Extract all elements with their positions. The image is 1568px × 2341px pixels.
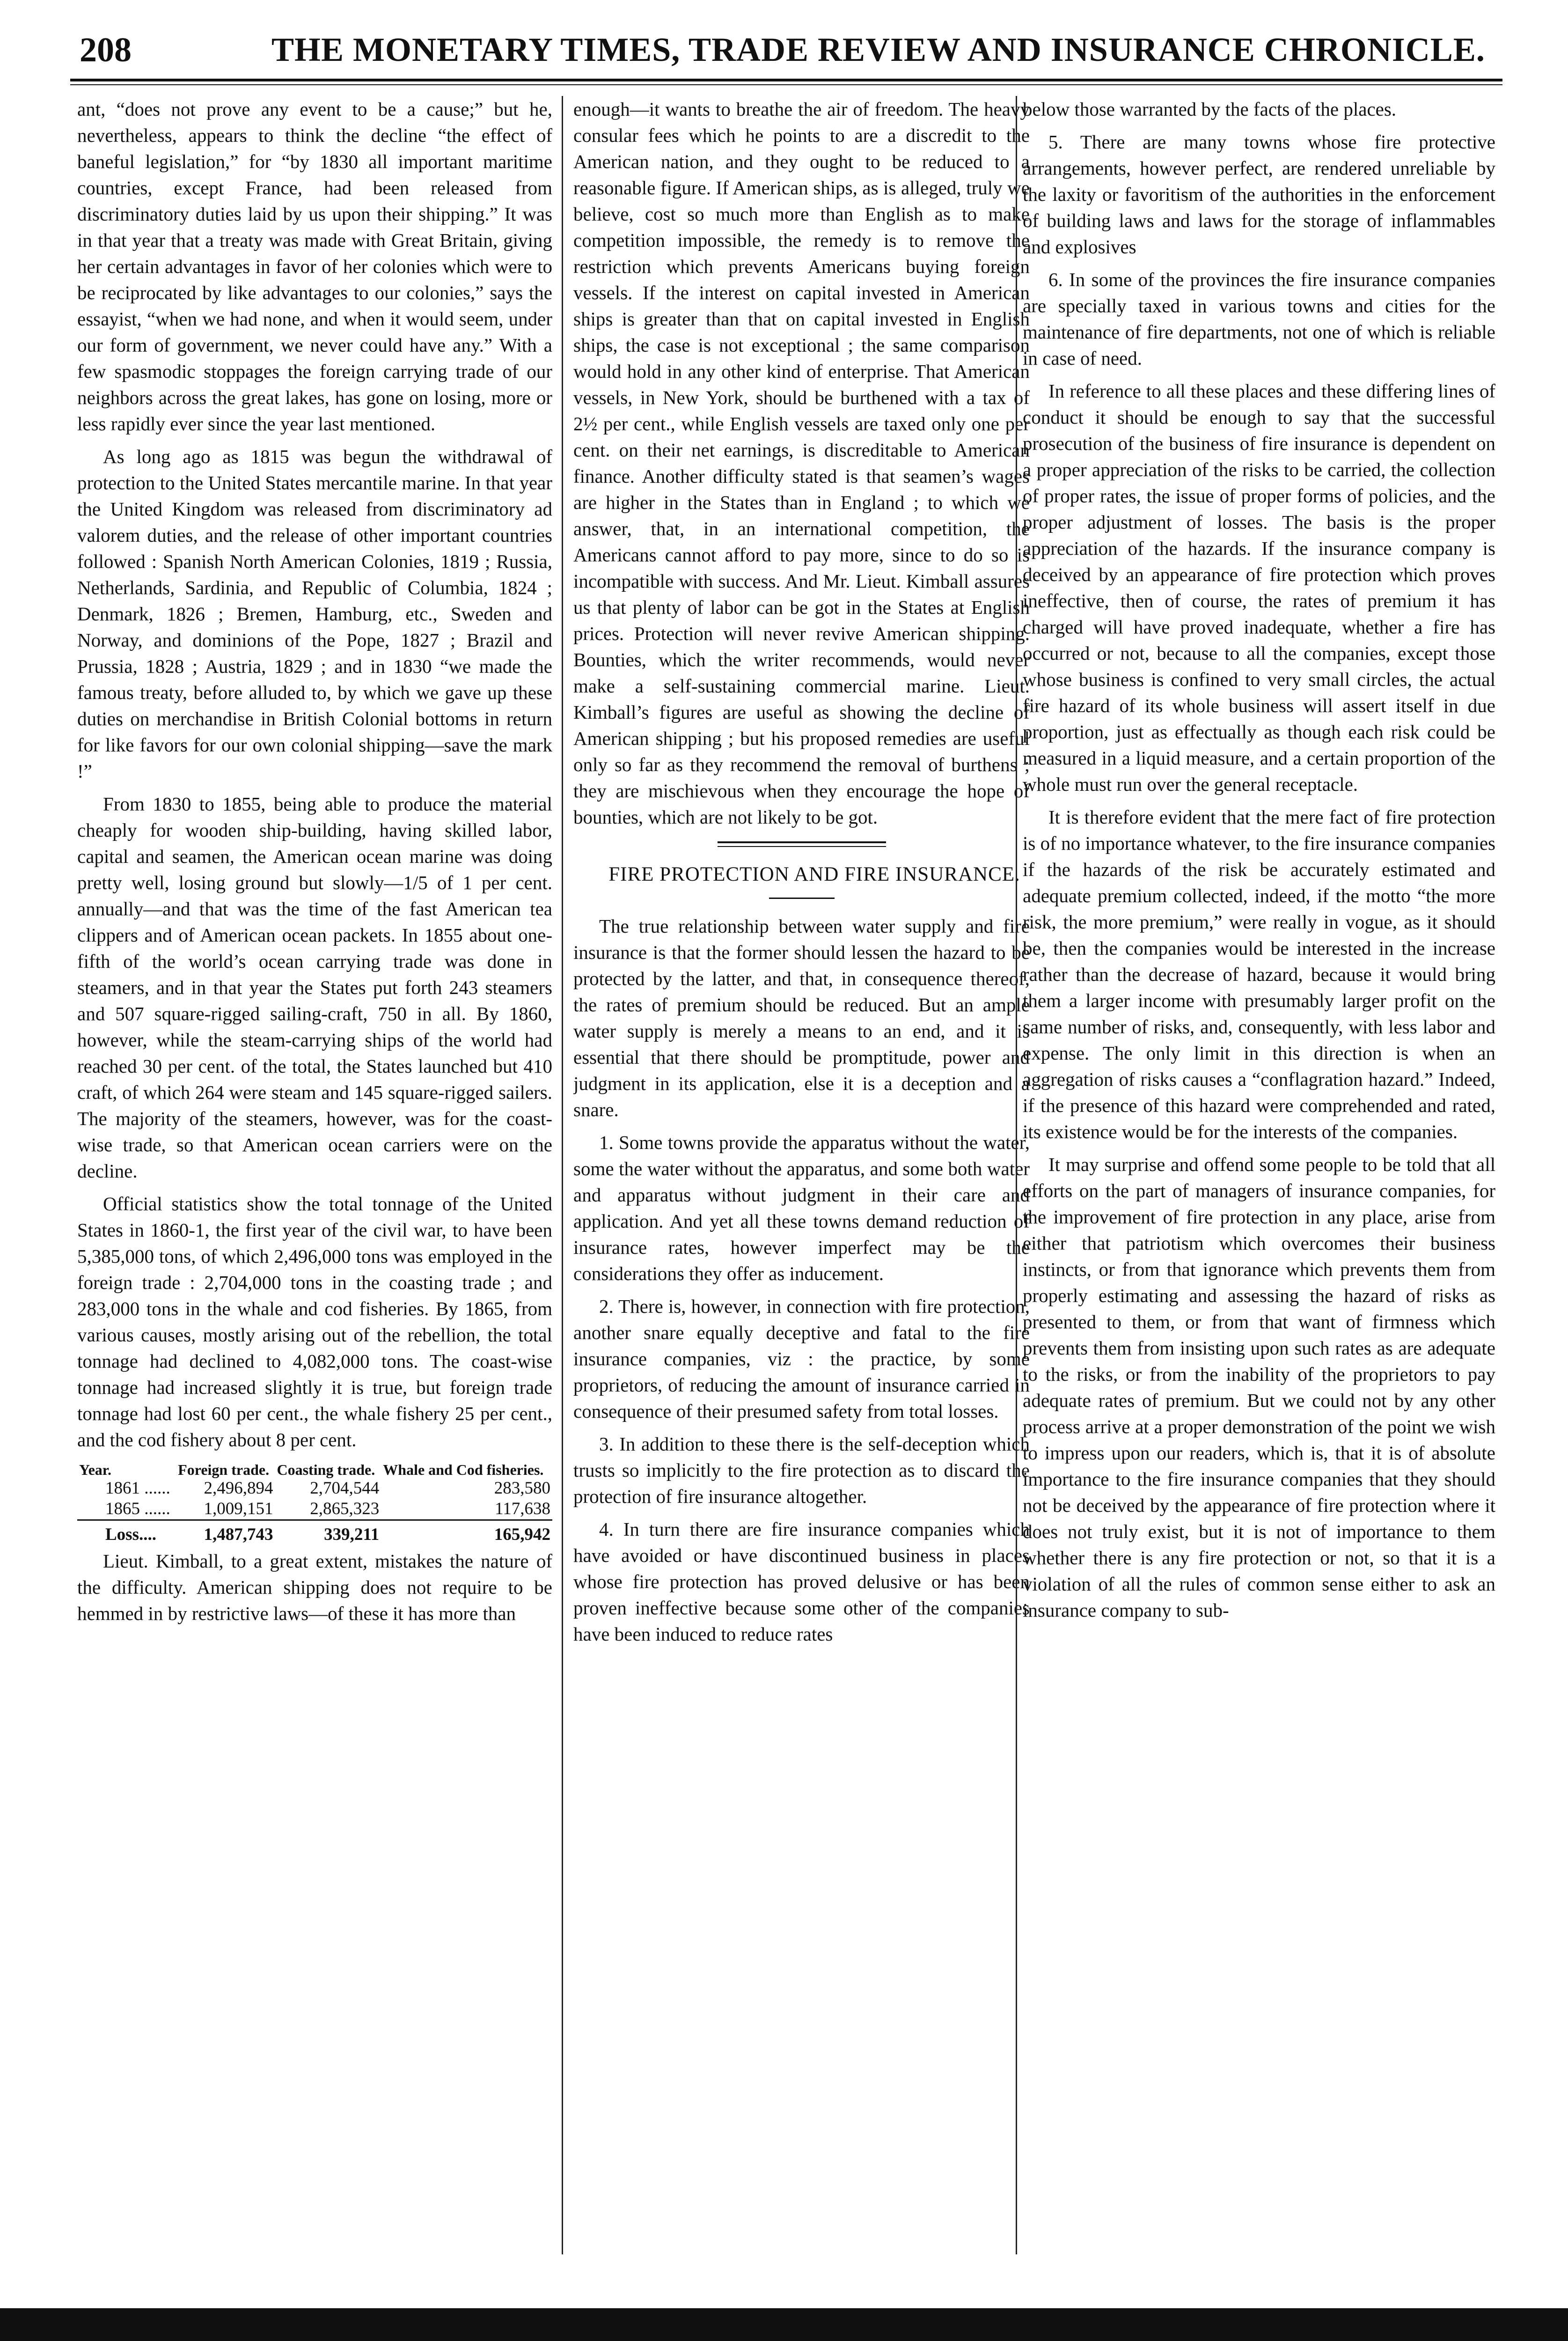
header-rule (70, 79, 1502, 81)
table-row (77, 1478, 552, 1499)
article-paragraph: 5. There are many towns whose fire protective arrangements, however perfect, are rendered unreliable by the laxity or favoritism of the authorities in the enforcement of building laws and laws for the storage of inflammables and explosives (1023, 131, 1495, 258)
table-header: Coasting trade. (277, 1461, 375, 1478)
section-divider (718, 841, 886, 843)
table-cell: 1,487,743 (176, 1520, 275, 1546)
article-paragraph: below those warranted by the facts of the places. (1023, 98, 1397, 120)
scan-bottom-edge (0, 2308, 1568, 2341)
article-paragraph: 2. There is, however, in connection with fire protection, another snare equally deceptive and fatal to the fire insurance companies, viz : the practice, by some proprietors, of reducing the amount of insurance carried in consequence of their presumed safety from total losses. (573, 1296, 1030, 1422)
table-cell: 1861 ...... (105, 1479, 170, 1498)
page-header (70, 26, 1502, 77)
table-total-row (77, 1520, 552, 1546)
tonnage-table (77, 1461, 552, 1545)
column-2 (573, 96, 1030, 2254)
journal-title: THE MONETARY TIMES, TRADE REVIEW AND INSURANCE CHRONICLE. (271, 31, 1485, 68)
table-header: Foreign trade. (178, 1461, 270, 1478)
table-cell: 1,009,151 (204, 1499, 273, 1518)
table-cell: 1865 ...... (105, 1499, 170, 1518)
table-cell: Loss.... (77, 1520, 176, 1546)
column-divider (562, 96, 563, 2254)
article-paragraph: Official statistics show the total tonnage of the United States in 1860-1, the first year of the civil war, to have been 5,385,000 tons, of which 2,496,000 tons was employed in the foreign trade : 2,704,000 tons in the coasting trade ; and 283,000 tons in the whale and cod fisheries. By 1865, from various causes, mostly arising out of the rebellion, the total tonnage had declined to 4,082,000 tons. The coast-wise tonnage had increased slightly it is true, but foreign trade tonnage had lost 60 per cent., the whale fishery 25 per cent., and the cod fishery about 8 per cent. (77, 1193, 552, 1450)
article-paragraph: 1. Some towns provide the apparatus without the water, some the water without the apparatus, and some both water and apparatus without judgment in their care and application. And yet all these towns demand reduction of insurance rates, however imperfect may be the considerations they offer as inducement. (573, 1132, 1030, 1284)
article-paragraph: The true relationship between water supply and fire insurance is that the former should lessen the hazard to be protected by the latter, and that, in consequence thereof, the rates of premium should be reduced. But an ample water supply is merely a means to an end, and it is essential that there should be promptitude, power and judgment in its application, else it is a deception and a snare. (573, 915, 1030, 1120)
article-paragraph: In reference to all these places and these differing lines of conduct it should be enough to say that the successful prosecution of the business of fire insurance is dependent on a proper appreciation of the risks to be carried, the collection of proper rates, the issue of proper forms of policies, and the proper adjustment of losses. The basis is the proper appreciation of the hazards. If the insurance company is deceived by an appearance of fire protection which proves ineffective, then of course, the rates of premium it has charged will have proved inadequate, whether a fire has occurred or not, because to all the companies, except those whose business is confined to very small circles, the actual fire hazard of its whole business will assert itself in due proportion, just as effectually as though each risk could be measured in a liquid measure, and a certain proportion of the whole must run over the general receptacle. (1023, 380, 1495, 795)
table-header: Year. (79, 1461, 112, 1478)
article-paragraph: enough—it wants to breathe the air of freedom. The heavy consular fees which he points to are a discredit to the American nation, and they ought to be reduced to a reasonable figure. If American ships, as is alleged, truly we believe, cost so much more than English as to make competition impossible, the remedy is to remove the restriction which prevents Americans buying foreign vessels. If the interest on capital invested in American ships is greater than that on capital invested in English ships, the case is not exceptional ; the same comparison would hold in any other kind of enterprise. That American vessels, in New York, should be burthened with a tax of 2½ per cent., while English vessels are taxed only one per cent. on their net earnings, is discreditable to American finance. Another difficulty stated is that seamen’s wages are higher in the States than in England ; to which we answer, that, in an international competition, the Americans cannot afford to pay more, since to do so is incompatible with success. And Mr. Lieut. Kimball assures us that plenty of labor can be got in the States at English prices. Protection will never revive American shipping. Bounties, which the writer recommends, would never make a self-sustaining commercial marine. Lieut. Kimball’s figures are useful as showing the decline of American shipping ; but his proposed remedies are useful only so far as they recommend the removal of burthens ; they are mischievous when they encourage the hope of bounties, which are not likely to be got. (573, 98, 1030, 828)
column-1 (77, 96, 552, 2254)
article-paragraph: 6. In some of the provinces the fire insurance companies are specially taxed in various towns and cities for the maintenance of fire departments, not one of which is reliable in case of need. (1023, 269, 1495, 369)
table-cell: 283,580 (494, 1479, 550, 1498)
table-cell: 117,638 (495, 1499, 550, 1518)
page-number: 208 (80, 31, 132, 69)
article-paragraph: It is therefore evident that the mere fact of fire protection is of no importance whatever, to the fire insurance companies if the hazards of the risk be accurately estimated and adequate premium collected, indeed, if the motto “the more risk, the more premium,” were really in vogue, as it should be, then the companies would be interested in the increase rather than the decrease of hazard, because it would bring them a larger income with presumably larger profit on the same number of risks, and, consequently, with less labor and expense. The only limit in this direction is when an aggregation of risks causes a “conflagration hazard.” Indeed, if the presence of this hazard were comprehended and rated, its existence would be for the interests of the companies. (1023, 806, 1495, 1142)
article-paragraph: 3. In addition to these there is the self-deception which trusts so implicitly to the fire protection as to discard the protection of fire insurance altogether. (573, 1433, 1030, 1507)
column-divider (1016, 96, 1017, 2254)
table-cell: 2,704,544 (310, 1479, 380, 1498)
article-paragraph: It may surprise and offend some people to be told that all efforts on the part of managers of insurance companies, for the improvement of fire protection in any place, arise from either that patriotism which overcomes their business instincts, or from that ignorance which prevents them from properly estimating and assessing the hazard of risks as presented to them, or from that want of firmness which prevents them from insisting upon such rates as are adequate to the risks, or from the inability of the proprietors to pay adequate rates of premium. But we could not by any other process arrive at a proper demonstration of the point we wish to impress upon our readers, which is, that it is of absolute importance to the fire insurance companies that they should not be deceived by the appearance of fire protection where it does not truly exist, but it is not of importance to them whether there is any fire protection or not, so that it is a violation of all the rules of common sense either to ask an insurance company to sub- (1023, 1154, 1495, 1621)
section-title: FIRE PROTECTION AND FIRE INSURANCE. (608, 863, 1020, 885)
section-divider-thin (718, 846, 886, 847)
article-paragraph: ant, “does not prove any event to be a cause;” but he, nevertheless, appears to think the decline “the effect of baneful legislation,” for “by 1830 all important maritime countries, except France, had been released from discriminatory duties laid by us upon their shipping.” It was in that year that a treaty was made with Great Britain, giving her certain advantages in favor of her colonies which were to be reciprocated by like advantages to our colonies,” says the essayist, “when we had none, and when it would seem, under our form of government, we never could have any.” With a few spasmodic stoppages the foreign carrying trade of our neighbors across the great lakes, has gone on losing, more or less rapidly ever since the year last mentioned. (77, 98, 552, 434)
column-3 (1023, 96, 1495, 2254)
article-paragraph: Lieut. Kimball, to a great extent, mistakes the nature of the difficulty. American shipping does not require to be hemmed in by restrictive laws—of these it has more than (77, 1550, 552, 1624)
article-paragraph: 4. In turn there are fire insurance companies which have avoided or have discontinued business in places whose fire protection has proved delusive or has been proven ineffective because some other of the companies have been induced to reduce rates (573, 1518, 1030, 1645)
table-header-row (77, 1461, 552, 1478)
header-rule-thin (70, 84, 1502, 85)
title-rule (769, 898, 835, 899)
table-row (77, 1499, 552, 1520)
table-cell: 165,942 (381, 1520, 552, 1546)
article-paragraph: From 1830 to 1855, being able to produce the material cheaply for wooden ship-building, having skilled labor, capital and seamen, the American ocean marine was doing pretty well, losing ground but slowly—1/5 of 1 per cent. annually—and that was the time of the fast American tea clippers and of American ocean packets. In 1855 about one-fifth of the world’s ocean carrying trade was done in steamers, and in that year the States put forth 243 steamers and 507 square-rigged sailing-craft, 750 in all. By 1860, however, while the steam-carrying ships of the world had reached 30 per cent. of the total, the States launched but 410 craft, of which 264 were steam and 145 square-rigged sailers. The majority of the steamers, however, was for the coast-wise trade, so that American ocean carriers were on the decline. (77, 793, 552, 1182)
table-cell: 2,865,323 (310, 1499, 380, 1518)
table-cell: 339,211 (275, 1520, 381, 1546)
table-header: Whale and Cod fisheries. (383, 1461, 544, 1478)
article-paragraph: As long ago as 1815 was begun the withdrawal of protection to the United States mercantile marine. In that year the United Kingdom was released from discriminatory ad valorem duties, and the release of other important countries followed : Spanish North American Colonies, 1819 ; Russia, Netherlands, Sardinia, and Republic of Columbia, 1824 ; Denmark, 1826 ; Bremen, Hamburg, etc., Sweden and Norway, and dominions of the Pope, 1827 ; Brazil and Prussia, 1828 ; Austria, 1829 ; and in 1830 “we made the famous treaty, before alluded to, by which we gave up these duties on merchandise in British Colonial bottoms in return for like favors for our own colonial shipping—save the mark !” (77, 446, 552, 782)
table-cell: 2,496,894 (204, 1479, 273, 1498)
